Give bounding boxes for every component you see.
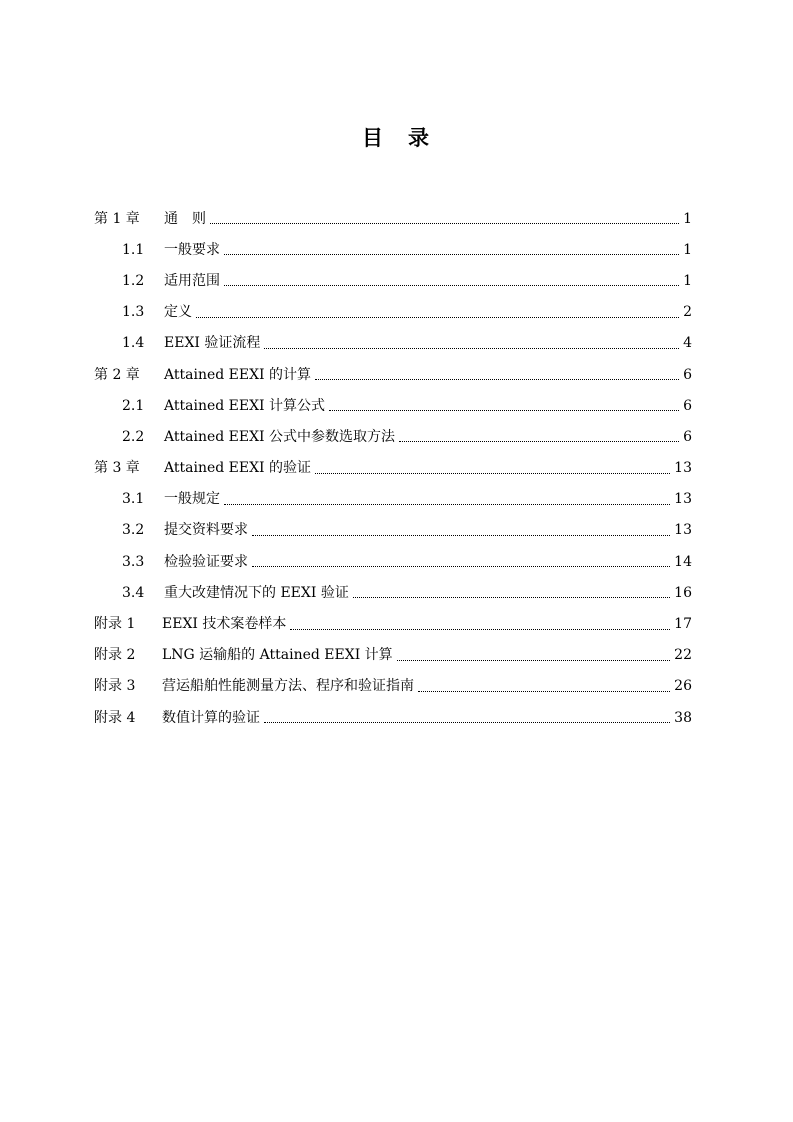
toc-dot-leader [397,660,671,661]
toc-entry[interactable] [94,640,692,671]
toc-entry[interactable] [94,421,692,452]
toc-entry-number: 附录 4 [94,709,136,726]
toc-dot-leader [264,722,670,723]
toc-dot-leader [290,629,670,630]
toc-entry-page: 6 [683,428,692,445]
toc-entry-title: 数值计算的验证 [162,709,260,726]
toc-entry[interactable] [94,453,692,484]
toc-entry-title: Attained EEXI 公式中参数选取方法 [164,428,396,445]
toc-entry-title: 定义 [164,304,192,321]
toc-entry-number: 3.2 [122,522,145,539]
toc-entry-title: 营运船舶性能测量方法、程序和验证指南 [162,678,414,695]
toc-entry[interactable] [94,608,692,639]
toc-entry-page: 1 [683,210,692,227]
toc-entry[interactable] [94,546,692,577]
toc-dot-leader [210,223,679,224]
toc-dot-leader [264,348,679,349]
toc-entry-page: 1 [683,241,692,258]
toc-entry-number: 2.2 [122,428,145,445]
toc-dot-leader [418,691,670,692]
toc-entry-title: 检验验证要求 [164,553,248,570]
page-title: 目 录 [362,125,431,150]
toc-dot-leader [196,317,679,318]
toc-entry-page: 6 [683,366,692,383]
toc-entry-number: 附录 3 [94,678,136,695]
toc-entry-title: EEXI 技术案卷样本 [162,616,287,633]
toc-entry-title: EEXI 验证流程 [164,335,261,352]
toc-dot-leader [224,285,679,286]
toc-entry-page: 2 [683,304,692,321]
toc-dot-leader [353,597,670,598]
toc-entry[interactable] [94,671,692,702]
toc-dot-leader [252,535,670,536]
toc-entry-page: 1 [683,272,692,289]
toc-entry-number: 3.3 [122,553,145,570]
toc-entry[interactable] [94,702,692,733]
toc-entry[interactable] [94,359,692,390]
toc-entry-title: 一般规定 [164,491,220,508]
toc-entry[interactable] [94,234,692,265]
toc-entry-page: 13 [674,460,692,477]
toc-entry-page: 4 [683,335,692,352]
toc-entry-number: 2.1 [122,397,145,414]
table-of-contents [94,203,692,733]
toc-entry[interactable] [94,328,692,359]
toc-entry-number: 附录 1 [94,616,136,633]
toc-entry-page: 13 [674,491,692,508]
toc-entry[interactable] [94,577,692,608]
toc-entry-number: 3.1 [122,491,145,508]
toc-entry-page: 22 [674,647,692,664]
toc-entry[interactable] [94,297,692,328]
toc-dot-leader [315,473,670,474]
toc-entry-page: 16 [674,584,692,601]
toc-dot-leader [224,504,670,505]
toc-dot-leader [399,441,679,442]
toc-entry-number: 附录 2 [94,647,136,664]
toc-entry-title: 重大改建情况下的 EEXI 验证 [164,584,349,601]
toc-dot-leader [224,254,679,255]
toc-entry-page: 17 [674,616,692,633]
toc-entry-number: 1.1 [122,241,145,258]
toc-entry-title: Attained EEXI 的计算 [164,366,312,383]
toc-entry-title: 适用范围 [164,272,220,289]
toc-entry-number: 第 1 章 [94,210,140,227]
toc-entry-number: 3.4 [122,584,145,601]
toc-dot-leader [329,410,679,411]
toc-entry-number: 1.3 [122,304,145,321]
toc-entry[interactable] [94,390,692,421]
toc-entry-title: 通 则 [164,210,206,227]
toc-entry-number: 第 3 章 [94,460,140,477]
toc-entry-number: 1.4 [122,335,145,352]
toc-entry-page: 14 [674,553,692,570]
toc-entry-title: 一般要求 [164,241,220,258]
toc-entry-number: 1.2 [122,272,145,289]
toc-dot-leader [252,566,670,567]
toc-entry-title: Attained EEXI 的验证 [164,460,312,477]
toc-entry[interactable] [94,515,692,546]
toc-entry-title: 提交资料要求 [164,522,248,539]
toc-entry[interactable] [94,265,692,296]
toc-entry[interactable] [94,484,692,515]
toc-entry[interactable] [94,203,692,234]
toc-entry-page: 38 [674,709,692,726]
toc-entry-page: 26 [674,678,692,695]
toc-entry-title: Attained EEXI 计算公式 [164,397,326,414]
toc-entry-number: 第 2 章 [94,366,140,383]
toc-dot-leader [315,379,679,380]
toc-entry-page: 13 [674,522,692,539]
toc-entry-page: 6 [683,397,692,414]
toc-entry-title: LNG 运输船的 Attained EEXI 计算 [162,647,393,664]
